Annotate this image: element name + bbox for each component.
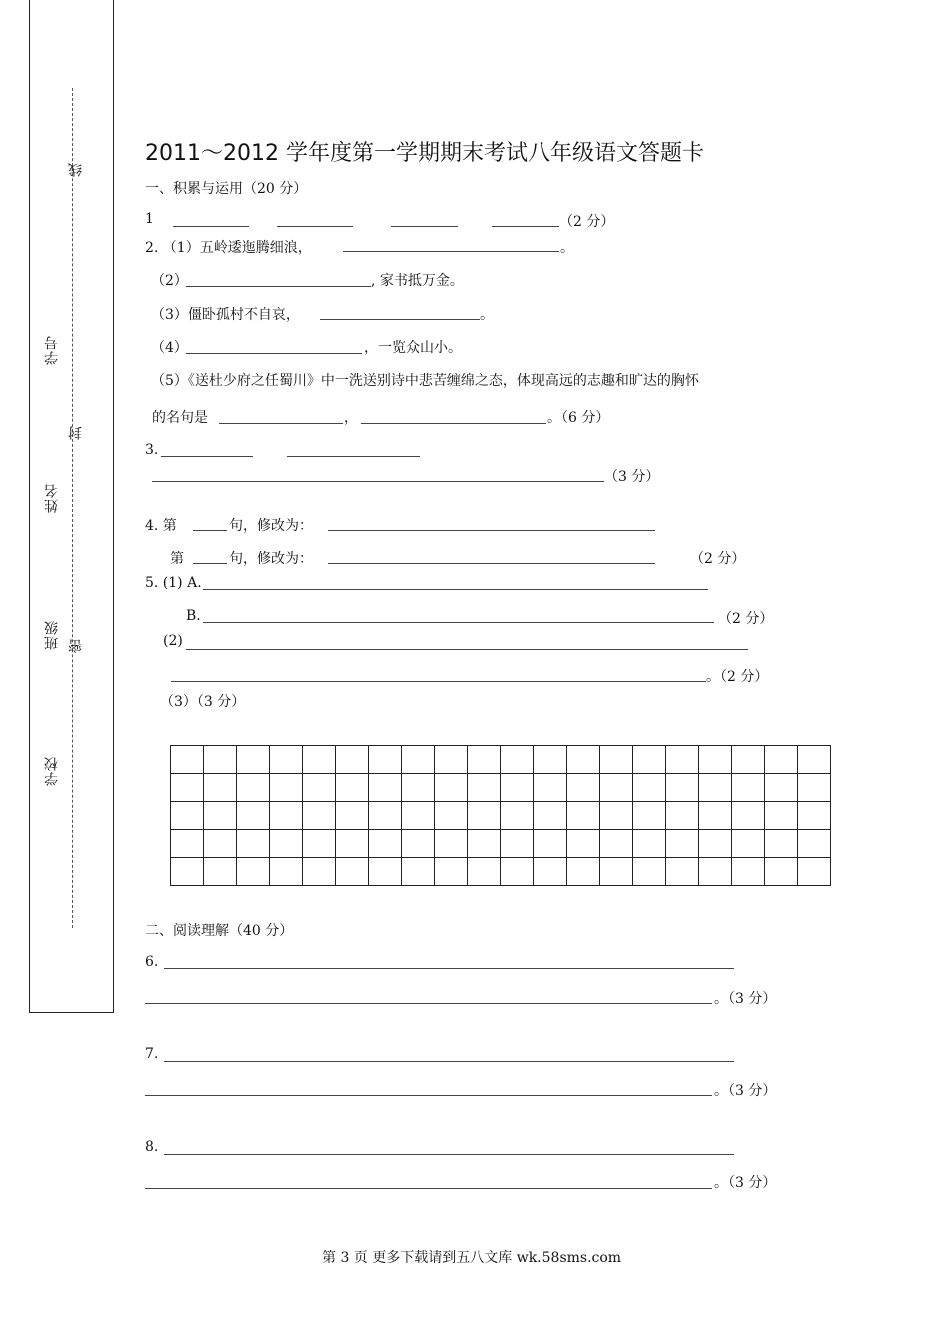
grid-cell[interactable] <box>534 802 567 830</box>
page-title: 2011～2012 学年度第一学期期末考试八年级语文答题卡 <box>145 141 704 166</box>
q1-blank-3[interactable] <box>391 226 458 227</box>
grid-cell[interactable] <box>369 774 402 802</box>
grid-cell[interactable] <box>237 746 270 774</box>
grid-cell[interactable] <box>336 774 369 802</box>
q5-1-b-label: B. <box>186 608 201 624</box>
q7-blank-1[interactable] <box>164 1061 734 1062</box>
grid-cell[interactable] <box>567 802 600 830</box>
grid-cell[interactable] <box>666 858 699 886</box>
q5-1-prefix: 5. (1) A. <box>145 575 202 591</box>
student-no-label: 学号 <box>44 335 60 365</box>
grid-cell[interactable] <box>699 858 732 886</box>
q4-a-revise-blank[interactable] <box>328 530 655 531</box>
grid-cell[interactable] <box>435 830 468 858</box>
grid-cell[interactable] <box>765 746 798 774</box>
grid-cell[interactable] <box>270 802 303 830</box>
binding-dash-line-right <box>72 88 73 928</box>
q7-number: 7. <box>145 1046 159 1062</box>
q4-b-revise-blank[interactable] <box>328 563 655 564</box>
grid-cell[interactable] <box>303 858 336 886</box>
q1-blank-2[interactable] <box>277 226 353 227</box>
q2-5-text: （5）《送杜少府之任蜀川》中一洗送别诗中悲苦缠绵之态，体现高远的志趣和旷达的胸怀 <box>151 373 699 389</box>
q8-blank-1[interactable] <box>164 1154 734 1155</box>
grid-cell[interactable] <box>237 830 270 858</box>
q1-blank-1[interactable] <box>173 226 249 227</box>
grid-cell[interactable] <box>270 858 303 886</box>
q3-blank-3[interactable] <box>152 481 604 482</box>
q2-2-blank[interactable] <box>186 286 371 287</box>
q1-blank-4[interactable] <box>492 226 559 227</box>
binding-seal-label: 封 <box>68 425 84 440</box>
q7-blank-2[interactable] <box>145 1095 712 1096</box>
grid-cell[interactable] <box>798 746 831 774</box>
grid-cell[interactable] <box>336 830 369 858</box>
grid-cell[interactable] <box>600 802 633 830</box>
grid-cell[interactable] <box>303 774 336 802</box>
grid-cell[interactable] <box>567 830 600 858</box>
q5-2-blank-1[interactable] <box>186 649 748 650</box>
grid-cell[interactable] <box>402 746 435 774</box>
grid-cell[interactable] <box>633 830 666 858</box>
grid-cell[interactable] <box>369 802 402 830</box>
grid-cell[interactable] <box>435 746 468 774</box>
q7-end: 。（3 分） <box>714 1083 777 1099</box>
grid-cell[interactable] <box>600 830 633 858</box>
grid-cell[interactable] <box>633 746 666 774</box>
binding-secret-label: 密 <box>68 638 84 653</box>
q2-1-blank[interactable] <box>343 251 559 252</box>
q4-b-mid: 句，修改为： <box>229 551 313 567</box>
grid-cell[interactable] <box>732 774 765 802</box>
grid-cell[interactable] <box>666 802 699 830</box>
grid-cell[interactable] <box>270 746 303 774</box>
grid-cell[interactable] <box>369 858 402 886</box>
grid-cell[interactable] <box>501 746 534 774</box>
q3-blank-1[interactable] <box>161 456 253 457</box>
q3-blank-2[interactable] <box>287 456 420 457</box>
q4-score: （2 分） <box>690 551 746 567</box>
grid-cell[interactable] <box>468 774 501 802</box>
q5-1-a-blank[interactable] <box>203 589 708 590</box>
q2-1-prefix: 2. （1）五岭逶迤腾细浪， <box>145 240 312 256</box>
grid-row <box>171 746 831 774</box>
grid-cell[interactable] <box>171 774 204 802</box>
grid-cell[interactable] <box>501 858 534 886</box>
grid-cell[interactable] <box>237 858 270 886</box>
grid-cell[interactable] <box>732 830 765 858</box>
grid-cell[interactable] <box>567 746 600 774</box>
grid-cell[interactable] <box>270 774 303 802</box>
q2-5-blank-2[interactable] <box>361 423 546 424</box>
q5-2-end: 。（2 分） <box>706 669 769 685</box>
q1-score: （2 分） <box>559 214 615 230</box>
grid-cell[interactable] <box>699 830 732 858</box>
grid-cell[interactable] <box>402 802 435 830</box>
grid-cell[interactable] <box>765 802 798 830</box>
q2-1-end: 。 <box>560 240 574 256</box>
q5-1-score: （2 分） <box>718 611 774 627</box>
grid-cell[interactable] <box>534 774 567 802</box>
q4-b-prefix: 第 <box>170 551 184 567</box>
grid-cell[interactable] <box>336 858 369 886</box>
grid-cell[interactable] <box>402 774 435 802</box>
grid-cell[interactable] <box>171 830 204 858</box>
grid-row <box>171 858 831 886</box>
grid-cell[interactable] <box>303 802 336 830</box>
grid-cell[interactable] <box>666 830 699 858</box>
q1-number: 1 <box>145 211 154 227</box>
q8-blank-2[interactable] <box>145 1188 712 1189</box>
q5-1-b-blank[interactable] <box>203 622 714 623</box>
grid-cell[interactable] <box>369 746 402 774</box>
q5-3-label: （3）（3 分） <box>160 694 246 710</box>
grid-cell[interactable] <box>336 746 369 774</box>
grid-cell[interactable] <box>171 802 204 830</box>
grid-cell[interactable] <box>402 858 435 886</box>
grid-cell[interactable] <box>798 858 831 886</box>
page-footer: 第 3 页 更多下载请到五八文库 wk.58sms.com <box>322 1250 622 1266</box>
q4-a-prefix: 4. 第 <box>145 518 177 534</box>
grid-cell[interactable] <box>534 830 567 858</box>
grid-cell[interactable] <box>732 858 765 886</box>
q2-2-suffix: , 家书抵万金。 <box>371 273 464 289</box>
q6-blank-2[interactable] <box>145 1003 712 1004</box>
class-label: 班级 <box>44 620 60 650</box>
grid-cell[interactable] <box>699 746 732 774</box>
grid-cell[interactable] <box>435 858 468 886</box>
q5-2-blank-2[interactable] <box>171 681 706 682</box>
q2-4-suffix: ，一览众山小。 <box>364 340 462 356</box>
grid-cell[interactable] <box>666 746 699 774</box>
q4-a-mid: 句，修改为： <box>229 518 313 534</box>
q6-end: 。（3 分） <box>714 991 777 1007</box>
q2-3-end: 。 <box>480 307 494 323</box>
grid-cell[interactable] <box>666 774 699 802</box>
grid-cell[interactable] <box>534 858 567 886</box>
grid-cell[interactable] <box>336 802 369 830</box>
grid-cell[interactable] <box>501 830 534 858</box>
q3-score: （3 分） <box>604 469 660 485</box>
q2-4-prefix: （4） <box>151 340 188 356</box>
grid-cell[interactable] <box>699 774 732 802</box>
q2-3-prefix: （3）僵卧孤村不自哀， <box>151 307 300 323</box>
q2-5-blank-1[interactable] <box>219 423 343 424</box>
name-label: 姓名 <box>44 483 60 513</box>
q5-2-prefix: (2) <box>163 633 183 649</box>
grid-cell[interactable] <box>798 774 831 802</box>
grid-cell[interactable] <box>765 858 798 886</box>
grid-cell[interactable] <box>303 746 336 774</box>
grid-cell[interactable] <box>534 746 567 774</box>
q2-2-prefix: （2） <box>151 273 188 289</box>
grid-cell[interactable] <box>402 830 435 858</box>
grid-cell[interactable] <box>204 746 237 774</box>
grid-cell[interactable] <box>171 858 204 886</box>
grid-cell[interactable] <box>468 746 501 774</box>
q2-5-prefix: 的名句是 <box>152 410 208 426</box>
grid-cell[interactable] <box>567 858 600 886</box>
q6-blank-1[interactable] <box>164 968 734 969</box>
grid-cell[interactable] <box>600 774 633 802</box>
q8-number: 8. <box>145 1139 159 1155</box>
grid-cell[interactable] <box>468 802 501 830</box>
grid-cell[interactable] <box>501 802 534 830</box>
school-label: 学校 <box>44 756 60 786</box>
grid-cell[interactable] <box>633 774 666 802</box>
grid-cell[interactable] <box>765 830 798 858</box>
grid-cell[interactable] <box>237 774 270 802</box>
grid-cell[interactable] <box>204 774 237 802</box>
q2-3-blank[interactable] <box>320 319 480 320</box>
writing-grid[interactable] <box>170 745 831 886</box>
grid-cell[interactable] <box>798 802 831 830</box>
q2-5-end: 。（6 分） <box>547 410 610 426</box>
grid-cell[interactable] <box>699 802 732 830</box>
grid-cell[interactable] <box>171 746 204 774</box>
grid-cell[interactable] <box>435 802 468 830</box>
q2-4-blank[interactable] <box>186 353 362 354</box>
grid-row <box>171 830 831 858</box>
grid-cell[interactable] <box>633 858 666 886</box>
q4-b-sentence-blank[interactable] <box>193 563 227 564</box>
q8-end: 。（3 分） <box>714 1175 777 1191</box>
grid-cell[interactable] <box>567 774 600 802</box>
section2-heading: 二、阅读理解（40 分） <box>145 923 294 939</box>
grid-cell[interactable] <box>732 802 765 830</box>
grid-row <box>171 774 831 802</box>
grid-cell[interactable] <box>204 802 237 830</box>
grid-cell[interactable] <box>765 774 798 802</box>
grid-cell[interactable] <box>204 830 237 858</box>
grid-cell[interactable] <box>435 774 468 802</box>
grid-row <box>171 802 831 830</box>
binding-line-label: 线 <box>68 162 84 177</box>
grid-cell[interactable] <box>468 830 501 858</box>
grid-cell[interactable] <box>237 802 270 830</box>
q6-number: 6. <box>145 954 159 970</box>
writing-grid-body <box>171 746 831 886</box>
grid-cell[interactable] <box>633 802 666 830</box>
grid-cell[interactable] <box>501 774 534 802</box>
grid-cell[interactable] <box>303 830 336 858</box>
section1-heading: 一、积累与运用（20 分） <box>145 181 308 197</box>
q4-a-sentence-blank[interactable] <box>193 530 227 531</box>
q2-5-mid: ， <box>344 410 358 426</box>
grid-cell[interactable] <box>270 830 303 858</box>
grid-cell[interactable] <box>204 858 237 886</box>
grid-cell[interactable] <box>369 830 402 858</box>
grid-cell[interactable] <box>600 858 633 886</box>
grid-cell[interactable] <box>798 830 831 858</box>
grid-cell[interactable] <box>732 746 765 774</box>
q3-number: 3. <box>145 442 159 458</box>
grid-cell[interactable] <box>600 746 633 774</box>
grid-cell[interactable] <box>468 858 501 886</box>
